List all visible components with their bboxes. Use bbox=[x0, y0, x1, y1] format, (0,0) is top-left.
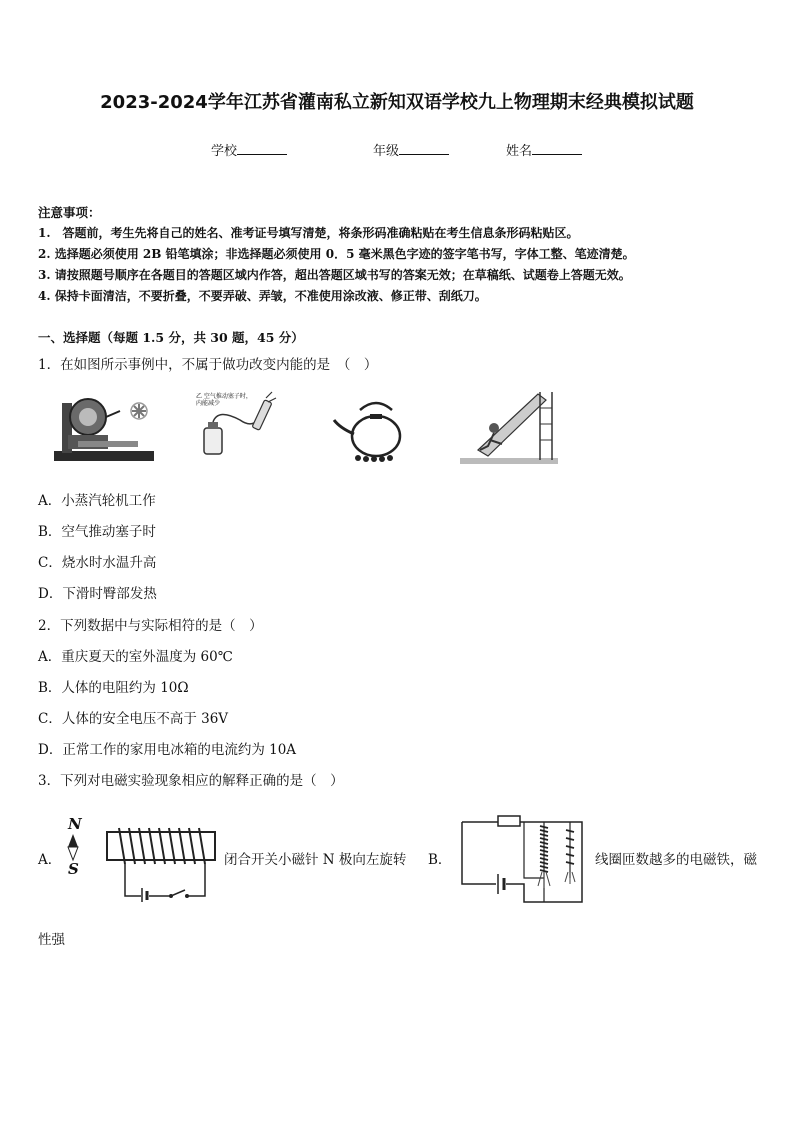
grade-field bbox=[373, 140, 449, 159]
electromagnet-circuit-figure bbox=[460, 808, 590, 906]
option-1b: B．空气推动塞子时 bbox=[38, 524, 156, 540]
figure-caption-cork: 乙 空气推动塞子时，内能减少 bbox=[196, 393, 252, 407]
school-blank bbox=[237, 142, 287, 155]
page-title: 2023-2024学年江苏省灌南私立新知双语学校九上物理期末经典模拟试题 bbox=[100, 92, 694, 113]
school-field bbox=[211, 140, 287, 159]
note-item: 1. 答题前，考生先将自己的姓名、准考证号填写清楚，将条形码准确粘贴在考生信息条形码粘贴区。 bbox=[38, 226, 579, 240]
grade-blank bbox=[399, 142, 449, 155]
option-3a-text: 闭合开关小磁针 N 极向左旋转 bbox=[224, 852, 407, 868]
slide-figure bbox=[460, 388, 558, 466]
solenoid-circuit-figure bbox=[105, 826, 220, 902]
option-1c: C．烧水时水温升高 bbox=[38, 555, 157, 571]
steam-turbine-figure bbox=[50, 383, 160, 465]
option-1d: D．下滑时臀部发热 bbox=[38, 586, 157, 602]
option-3b-continuation: 性强 bbox=[38, 932, 65, 948]
notes-heading: 注意事项： bbox=[38, 205, 101, 220]
option-3b-text: 线圈匝数越多的电磁铁，磁 bbox=[595, 852, 757, 868]
kettle-figure bbox=[330, 398, 410, 464]
grade-label: 年级 bbox=[373, 144, 400, 159]
needle-s-label: S bbox=[68, 860, 79, 878]
name-blank bbox=[532, 142, 582, 155]
question-3-stem: 3．下列对电磁实验现象相应的解释正确的是（ ） bbox=[38, 773, 344, 789]
option-3a-label: A． bbox=[38, 852, 62, 868]
option-2a: A．重庆夏天的室外温度为 60℃ bbox=[38, 649, 233, 665]
needle-n-label: N bbox=[68, 815, 82, 833]
note-item: 3. 请按照题号顺序在各题目的答题区域内作答，超出答题区域书写的答案无效；在草稿纸、试题卷上答题无效。 bbox=[38, 268, 631, 282]
note-item: 4. 保持卡面清洁，不要折叠，不要弄破、弄皱，不准使用涂改液、修正带、刮纸刀。 bbox=[38, 289, 487, 303]
option-2d: D．正常工作的家用电冰箱的电流约为 10A bbox=[38, 742, 297, 758]
option-2b: B．人体的电阻约为 10Ω bbox=[38, 680, 189, 696]
note-item: 2. 选择题必须使用 2B 铅笔填涂；非选择题必须使用 0．5 毫米黑色字迹的签字笔书写，字体工整、笔迹清楚。 bbox=[38, 247, 635, 261]
option-1a: A．小蒸汽轮机工作 bbox=[38, 493, 156, 509]
question-1-stem: 1．在如图所示事例中，不属于做功改变内能的是 （ ） bbox=[38, 357, 378, 373]
section-heading: 一、选择题（每题 1.5 分，共 30 题，45 分） bbox=[38, 330, 304, 345]
compass-needle-icon bbox=[66, 834, 80, 860]
school-label: 学校 bbox=[211, 144, 238, 159]
option-3b-label: B． bbox=[428, 852, 452, 868]
air-cork-figure bbox=[196, 390, 286, 460]
name-field bbox=[506, 140, 582, 159]
option-2c: C．人体的安全电压不高于 36V bbox=[38, 711, 229, 727]
question-2-stem: 2．下列数据中与实际相符的是（ ） bbox=[38, 618, 263, 634]
name-label: 姓名 bbox=[506, 144, 533, 159]
